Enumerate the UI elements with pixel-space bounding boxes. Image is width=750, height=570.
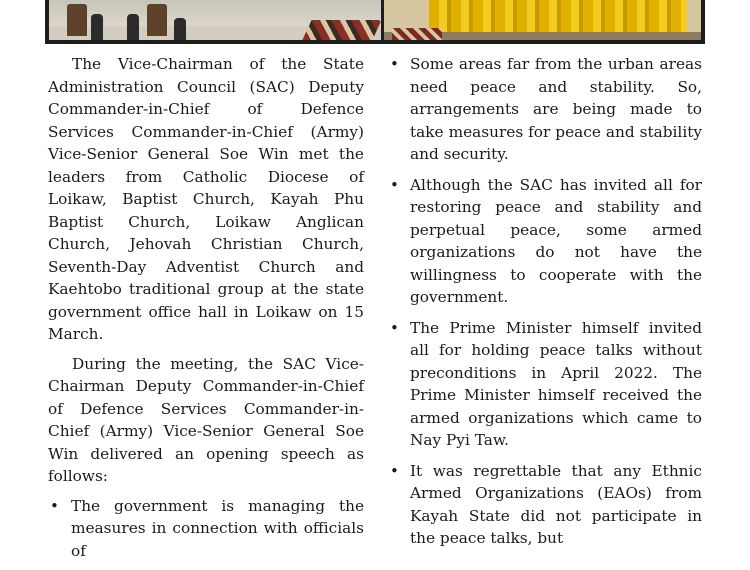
- speech-point-text: Although the SAC has invited all for restoring peace and stability and perpetual peace, some armed organizations do not have the willingness to cooperate with the government.: [410, 175, 702, 306]
- rug: [302, 20, 381, 40]
- speech-point: [388, 53, 702, 166]
- seated-person: [174, 18, 186, 40]
- speech-point: [48, 495, 364, 563]
- intro-paragraph: The Vice-Chairman of the State Administration Council (SAC) Deputy Commander-in-Chief of Defence Services Commander-in-Chief (Army) Vice-Senior General Soe Win met the leaders from Catholic Diocese of Loikaw, Baptist Church, Kayah Phu Baptist Church, Loikaw Anglican Church, Jehovah Christian Church, Seventh-Day Adventist Church and Kaehtobo traditional group at the state government office hall in Loikaw on 15 March.: [48, 55, 364, 343]
- meeting-photo-left: [49, 0, 381, 40]
- speech-point-text: Some areas far from the urban areas need peace and stability. So, arrangements are being made to take measures for peace and stability and security.: [410, 55, 702, 163]
- speech-point-text: It was regrettable that any Ethnic Armed Organizations (EAOs) from Kayah State did not participate in the peace talks, but: [410, 461, 702, 547]
- seated-person: [91, 14, 103, 40]
- bullet-icon: •: [390, 318, 399, 337]
- speech-points-left: [48, 495, 364, 563]
- chair: [67, 4, 87, 36]
- bullet-icon: •: [390, 175, 399, 194]
- article-column-right: [388, 53, 702, 558]
- bullet-icon: •: [390, 461, 399, 480]
- meeting-photo-right: [384, 0, 701, 40]
- speech-point: [388, 317, 702, 452]
- bullet-icon: •: [390, 55, 399, 73]
- speech-point: [388, 174, 702, 309]
- gold-curtain: [429, 0, 687, 32]
- article-column-left: [48, 53, 364, 570]
- photo-strip: [45, 0, 705, 44]
- seated-person: [127, 14, 139, 40]
- bullet-icon: •: [50, 496, 59, 515]
- speech-point: [388, 460, 702, 550]
- speech-point-text: The Prime Minister himself invited all for holding peace talks without preconditions in April 2022. The Prime Minister himself received the armed organizations which came to Nay Pyi Taw.: [410, 318, 702, 449]
- rug: [392, 28, 442, 40]
- speech-points-right: [388, 53, 702, 550]
- speech-point-text: The government is managing the measures in connection with officials of: [71, 496, 364, 560]
- chair: [147, 4, 167, 36]
- meeting-paragraph: During the meeting, the SAC Vice-Chairman Deputy Commander-in-Chief of Defence Services Commander-in-Chief (Army) Vice-Senior General Soe Win delivered an opening speech as follows:: [48, 354, 364, 485]
